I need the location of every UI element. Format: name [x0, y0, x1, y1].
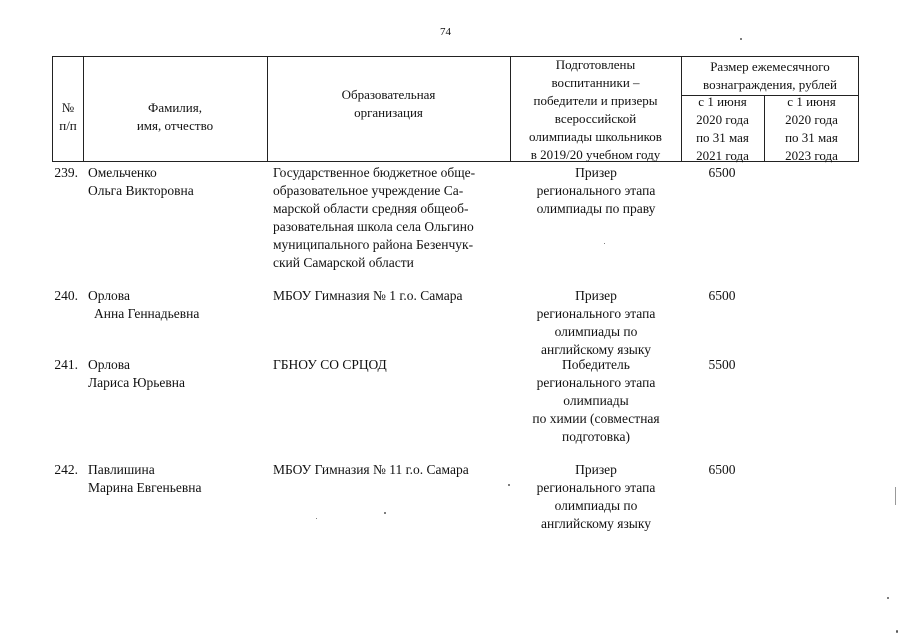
scan-speck — [604, 243, 605, 244]
achievement: Победитель регионального этапа олимпиады по химии (совместная подготовка) — [532, 357, 660, 444]
achievement: Призер регионального этапа олимпиады по английскому языку — [536, 462, 656, 531]
award-amount: 6500 — [708, 462, 736, 477]
scan-speck — [508, 484, 510, 486]
achievement: Призер регионального этапа олимпиады по праву — [536, 165, 656, 216]
organization: Государственное бюджетное обще- образовательное учреждение Са- марской области средняя общеоб- разовательная школа села Ольгино муниципального района Безенчук- ский Самарской области — [273, 165, 476, 270]
row-number: 241. — [54, 357, 78, 372]
scan-speck — [740, 38, 742, 40]
award-amount: 5500 — [708, 357, 736, 372]
scan-speck — [384, 512, 386, 514]
award-amount: 6500 — [708, 288, 736, 303]
header-number: № п/п — [59, 100, 77, 133]
scan-edge-mark — [895, 487, 896, 505]
person-name: Орлова Анна Геннадьевна — [88, 288, 200, 321]
person-name: Омельченко Ольга Викторовна — [88, 165, 194, 198]
organization: МБОУ Гимназия № 11 г.о. Самара — [273, 462, 469, 477]
award-amount: 6500 — [708, 165, 736, 180]
table-header — [52, 56, 859, 162]
row-number: 242. — [54, 462, 78, 477]
person-name: Орлова Лариса Юрьевна — [88, 357, 186, 390]
header-organization: Образовательная организация — [341, 87, 436, 120]
row-number: 239. — [54, 165, 78, 180]
header-achievement: Подготовлены воспитанники – победители и призеры всероссийской олимпиады школьников в 2019/20 учебном году — [529, 57, 662, 162]
header-award: Размер ежемесячного вознаграждения, рублей — [703, 59, 837, 92]
organization: МБОУ Гимназия № 1 г.о. Самара — [273, 288, 463, 303]
organization: ГБНОУ СО СРЦОД — [273, 357, 387, 372]
scan-speck — [316, 518, 317, 519]
person-name: Павлишина Марина Евгеньевна — [88, 462, 202, 495]
row-number: 240. — [54, 288, 78, 303]
header-name: Фамилия, имя, отчество — [136, 100, 214, 133]
header-period-2023: с 1 июня 2020 года по 31 мая 2023 года — [785, 94, 838, 163]
scan-speck — [887, 597, 889, 599]
header-period-2021: с 1 июня 2020 года по 31 мая 2021 года — [696, 94, 749, 163]
achievement: Призер регионального этапа олимпиады по английскому языку — [536, 288, 656, 357]
scan-speck — [896, 630, 898, 633]
page-number: 74 — [440, 26, 451, 38]
